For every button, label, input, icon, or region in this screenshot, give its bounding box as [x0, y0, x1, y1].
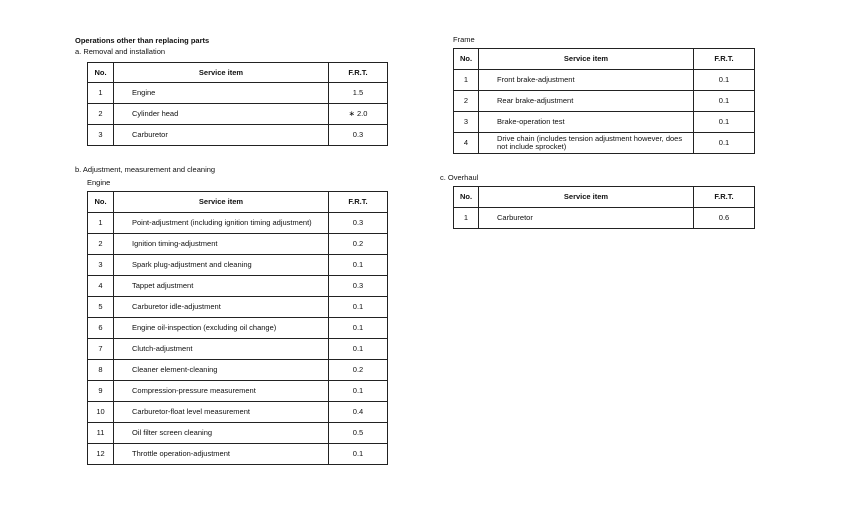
- section-a-label: a. Removal and installation: [75, 47, 166, 56]
- row-frt: 0.1: [329, 381, 388, 402]
- row-frt: 0.3: [329, 276, 388, 297]
- row-no: 10: [88, 402, 114, 423]
- table-row: [88, 423, 388, 444]
- row-service-item: Cleaner element-cleaning: [114, 360, 329, 381]
- header-frt: F.R.T.: [329, 192, 388, 213]
- header-service-item: Service item: [114, 63, 329, 83]
- row-frt: 0.1: [329, 297, 388, 318]
- row-no: 3: [454, 112, 479, 133]
- row-no: 8: [88, 360, 114, 381]
- frame-label: Frame: [453, 35, 475, 44]
- row-service-item: Front brake-adjustment: [479, 70, 694, 91]
- table-row: [454, 112, 755, 133]
- table-row: [88, 104, 388, 125]
- row-frt: 0.1: [329, 255, 388, 276]
- removal-installation-table: [87, 62, 388, 146]
- row-no: 2: [88, 234, 114, 255]
- row-service-item: Oil filter screen cleaning: [114, 423, 329, 444]
- row-frt: 1.5: [329, 83, 388, 104]
- row-frt: 0.1: [694, 133, 755, 154]
- row-service-item: Engine oil-inspection (excluding oil change): [114, 318, 329, 339]
- row-service-item: Carburetor-float level measurement: [114, 402, 329, 423]
- table-header-row: [454, 187, 755, 208]
- header-service-item: Service item: [479, 49, 694, 70]
- section-c-label: c. Overhaul: [440, 173, 479, 182]
- row-service-item: Compression-pressure measurement: [114, 381, 329, 402]
- row-no: 4: [88, 276, 114, 297]
- row-service-item: Spark plug-adjustment and cleaning: [114, 255, 329, 276]
- row-no: 1: [88, 213, 114, 234]
- row-no: 3: [88, 125, 114, 146]
- row-frt: 0.1: [694, 91, 755, 112]
- row-frt: ∗ 2.0: [329, 104, 388, 125]
- engine-adjustment-table: [87, 191, 388, 465]
- row-no: 12: [88, 444, 114, 465]
- table-row: [88, 444, 388, 465]
- table-row: [88, 297, 388, 318]
- table-row: [88, 213, 388, 234]
- row-no: 4: [454, 133, 479, 154]
- header-frt: F.R.T.: [694, 49, 755, 70]
- table-row: [88, 125, 388, 146]
- row-frt: 0.1: [329, 444, 388, 465]
- table-row: [88, 83, 388, 104]
- row-no: 6: [88, 318, 114, 339]
- table-row: [454, 70, 755, 91]
- row-no: 1: [88, 83, 114, 104]
- header-service-item: Service item: [114, 192, 329, 213]
- row-no: 1: [454, 70, 479, 91]
- row-frt: 0.2: [329, 234, 388, 255]
- page-title: Operations other than replacing parts: [75, 36, 210, 45]
- row-frt: 0.1: [694, 70, 755, 91]
- section-b-sub-label: Engine: [87, 178, 111, 187]
- row-service-item: Carburetor: [479, 208, 694, 229]
- table-row: [454, 208, 755, 229]
- row-no: 11: [88, 423, 114, 444]
- table-row: [454, 133, 755, 154]
- row-frt: 0.6: [694, 208, 755, 229]
- table-row: [88, 234, 388, 255]
- row-no: 3: [88, 255, 114, 276]
- row-no: 1: [454, 208, 479, 229]
- row-no: 9: [88, 381, 114, 402]
- row-frt: 0.1: [329, 318, 388, 339]
- row-no: 7: [88, 339, 114, 360]
- table-row: [88, 402, 388, 423]
- table-header-row: [454, 49, 755, 70]
- row-service-item: Rear brake-adjustment: [479, 91, 694, 112]
- header-no: No.: [454, 187, 479, 208]
- row-frt: 0.3: [329, 125, 388, 146]
- row-service-item: Drive chain (includes tension adjustment however, does not include sprocket): [479, 133, 694, 154]
- row-frt: 0.4: [329, 402, 388, 423]
- row-service-item: Ignition timing-adjustment: [114, 234, 329, 255]
- header-service-item: Service item: [479, 187, 694, 208]
- overhaul-table: [453, 186, 755, 229]
- row-service-item: Engine: [114, 83, 329, 104]
- table-row: [454, 91, 755, 112]
- table-row: [88, 318, 388, 339]
- header-no: No.: [88, 192, 114, 213]
- row-frt: 0.1: [329, 339, 388, 360]
- frame-table: [453, 48, 755, 154]
- row-frt: 0.2: [329, 360, 388, 381]
- row-service-item: Tappet adjustment: [114, 276, 329, 297]
- header-frt: F.R.T.: [329, 63, 388, 83]
- header-no: No.: [88, 63, 114, 83]
- row-service-item: Throttle operation-adjustment: [114, 444, 329, 465]
- table-row: [88, 381, 388, 402]
- row-frt: 0.3: [329, 213, 388, 234]
- table-row: [88, 255, 388, 276]
- row-service-item: Point-adjustment (including ignition timing adjustment): [114, 213, 329, 234]
- table-row: [88, 339, 388, 360]
- row-no: 5: [88, 297, 114, 318]
- row-frt: 0.5: [329, 423, 388, 444]
- row-service-item: Cylinder head: [114, 104, 329, 125]
- table-row: [88, 360, 388, 381]
- row-service-item: Clutch-adjustment: [114, 339, 329, 360]
- row-service-item: Carburetor idle-adjustment: [114, 297, 329, 318]
- header-frt: F.R.T.: [694, 187, 755, 208]
- section-b-label: b. Adjustment, measurement and cleaning: [75, 165, 216, 174]
- row-service-item: Brake-operation test: [479, 112, 694, 133]
- table-header-row: [88, 192, 388, 213]
- row-no: 2: [454, 91, 479, 112]
- table-row: [88, 276, 388, 297]
- row-frt: 0.1: [694, 112, 755, 133]
- row-no: 2: [88, 104, 114, 125]
- table-header-row: [88, 63, 388, 83]
- header-no: No.: [454, 49, 479, 70]
- row-service-item: Carburetor: [114, 125, 329, 146]
